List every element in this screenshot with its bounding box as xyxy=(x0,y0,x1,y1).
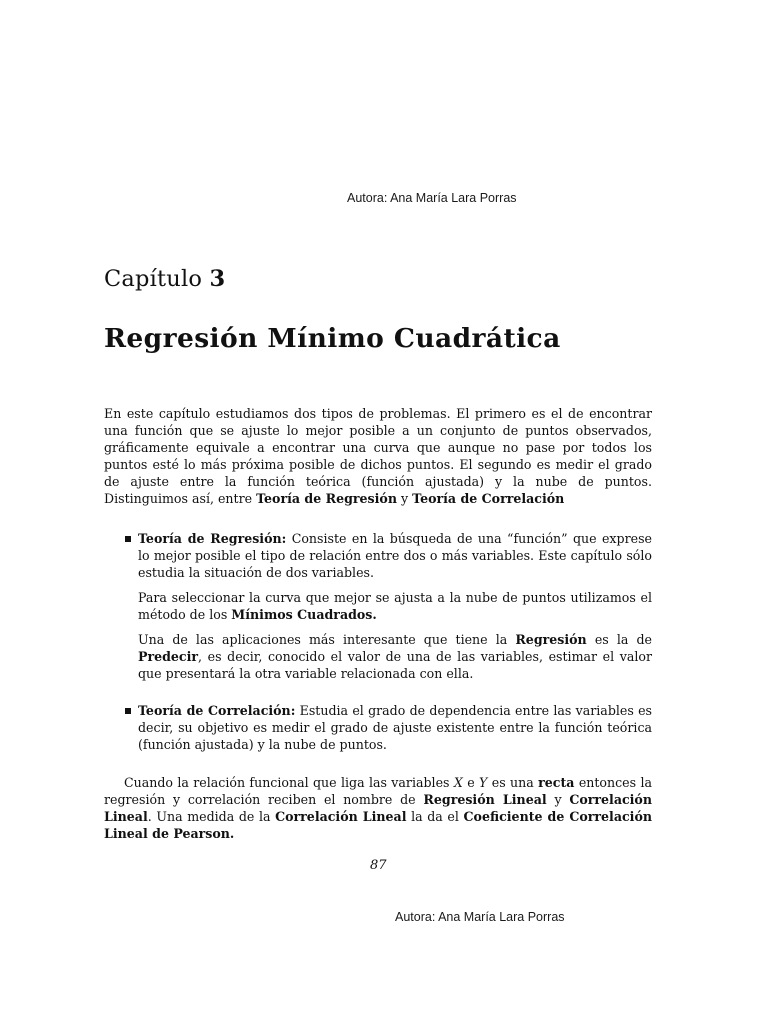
header-author: Autora: Ana María Lara Porras xyxy=(347,191,517,205)
page-number: 87 xyxy=(370,858,387,873)
closing-g: la da el xyxy=(411,809,459,824)
bullet-square-icon xyxy=(125,708,131,714)
intro-term-correlation: Teoría de Correlación xyxy=(412,491,565,506)
bullet-regression xyxy=(138,530,652,682)
closing-a: Cuando la relación funcional que liga las variables xyxy=(124,775,450,790)
bullet-correlation xyxy=(138,702,652,753)
intro-paragraph xyxy=(104,405,652,507)
bullet-regression-text: Consiste en la búsqueda de una “función” que exprese lo mejor posible el tipo de relación entre dos o más variables. Este capítulo sólo estudia la situación de dos variables. xyxy=(138,531,652,580)
closing-paragraph xyxy=(104,774,652,842)
chapter-number: 3 xyxy=(209,266,226,292)
intro-term-regression: Teoría de Regresión xyxy=(256,491,397,506)
footer-author: Autora: Ana María Lara Porras xyxy=(395,910,565,924)
bullet-regression-p3-b: es la de xyxy=(594,632,652,647)
closing-var-x: X xyxy=(453,775,463,790)
bullet-correlation-text: Estudia el grado de dependencia entre las variables es decir, su objetivo es medir el grado de ajuste existente entre la función teórica (función ajustada) y la nube de puntos. xyxy=(138,703,653,752)
intro-text: En este capítulo estudiamos dos tipos de problemas. El primero es el de encontrar una función que se ajuste lo mejor posible a un conjunto de puntos observados, gráficamente equivale a encontrar una curva que aunque no pase por todos los puntos esté lo más próxima posible de dichos puntos. El segundo es medir el grado de ajuste entre la función teórica (función ajustada) y la nube de puntos. Distinguimos así, entre xyxy=(104,406,652,506)
closing-bold-corr-lineal: Correlación Lineal xyxy=(104,792,652,824)
closing-var-y: Y xyxy=(479,775,488,790)
closing-bold-recta: recta xyxy=(538,775,575,790)
closing-bold-coef: Coeficiente de Correlación Lineal de Pearson. xyxy=(104,809,652,841)
bullet-regression-p3-bold2: Predecir xyxy=(138,649,199,664)
closing-bold-corr-lineal-2: Correlación Lineal xyxy=(275,809,407,824)
closing-f: . Una medida de la xyxy=(147,809,271,824)
bullet-square-icon xyxy=(125,536,131,542)
chapter-label xyxy=(104,266,225,292)
chapter-label-word: Capítulo xyxy=(104,266,203,292)
closing-b: e xyxy=(467,775,475,790)
bullet-regression-p3-c: , es decir, conocido el valor de una de las variables, estimar el valor que presentará la otra variable relacionada con ella. xyxy=(138,649,652,681)
closing-e: y xyxy=(554,792,562,807)
bullet-regression-p3-bold1: Regresión xyxy=(515,632,587,647)
bullet-regression-p3-a: Una de las aplicaciones más interesante que tiene la xyxy=(138,632,508,647)
bullet-regression-p2-bold: Mínimos Cuadrados. xyxy=(231,607,377,622)
closing-bold-reg-lineal: Regresión Lineal xyxy=(423,792,547,807)
intro-connector: y xyxy=(401,491,409,506)
bullet-regression-p2-text: Para seleccionar la curva que mejor se ajusta a la nube de puntos utilizamos el método de los xyxy=(138,590,652,622)
closing-c: es una xyxy=(491,775,534,790)
bullet-correlation-term: Teoría de Correlación: xyxy=(138,703,296,718)
closing-d: entonces la regresión y correlación reciben el nombre de xyxy=(104,775,652,807)
bullet-regression-term: Teoría de Regresión: xyxy=(138,531,287,546)
chapter-title: Regresión Mínimo Cuadrática xyxy=(104,323,561,354)
